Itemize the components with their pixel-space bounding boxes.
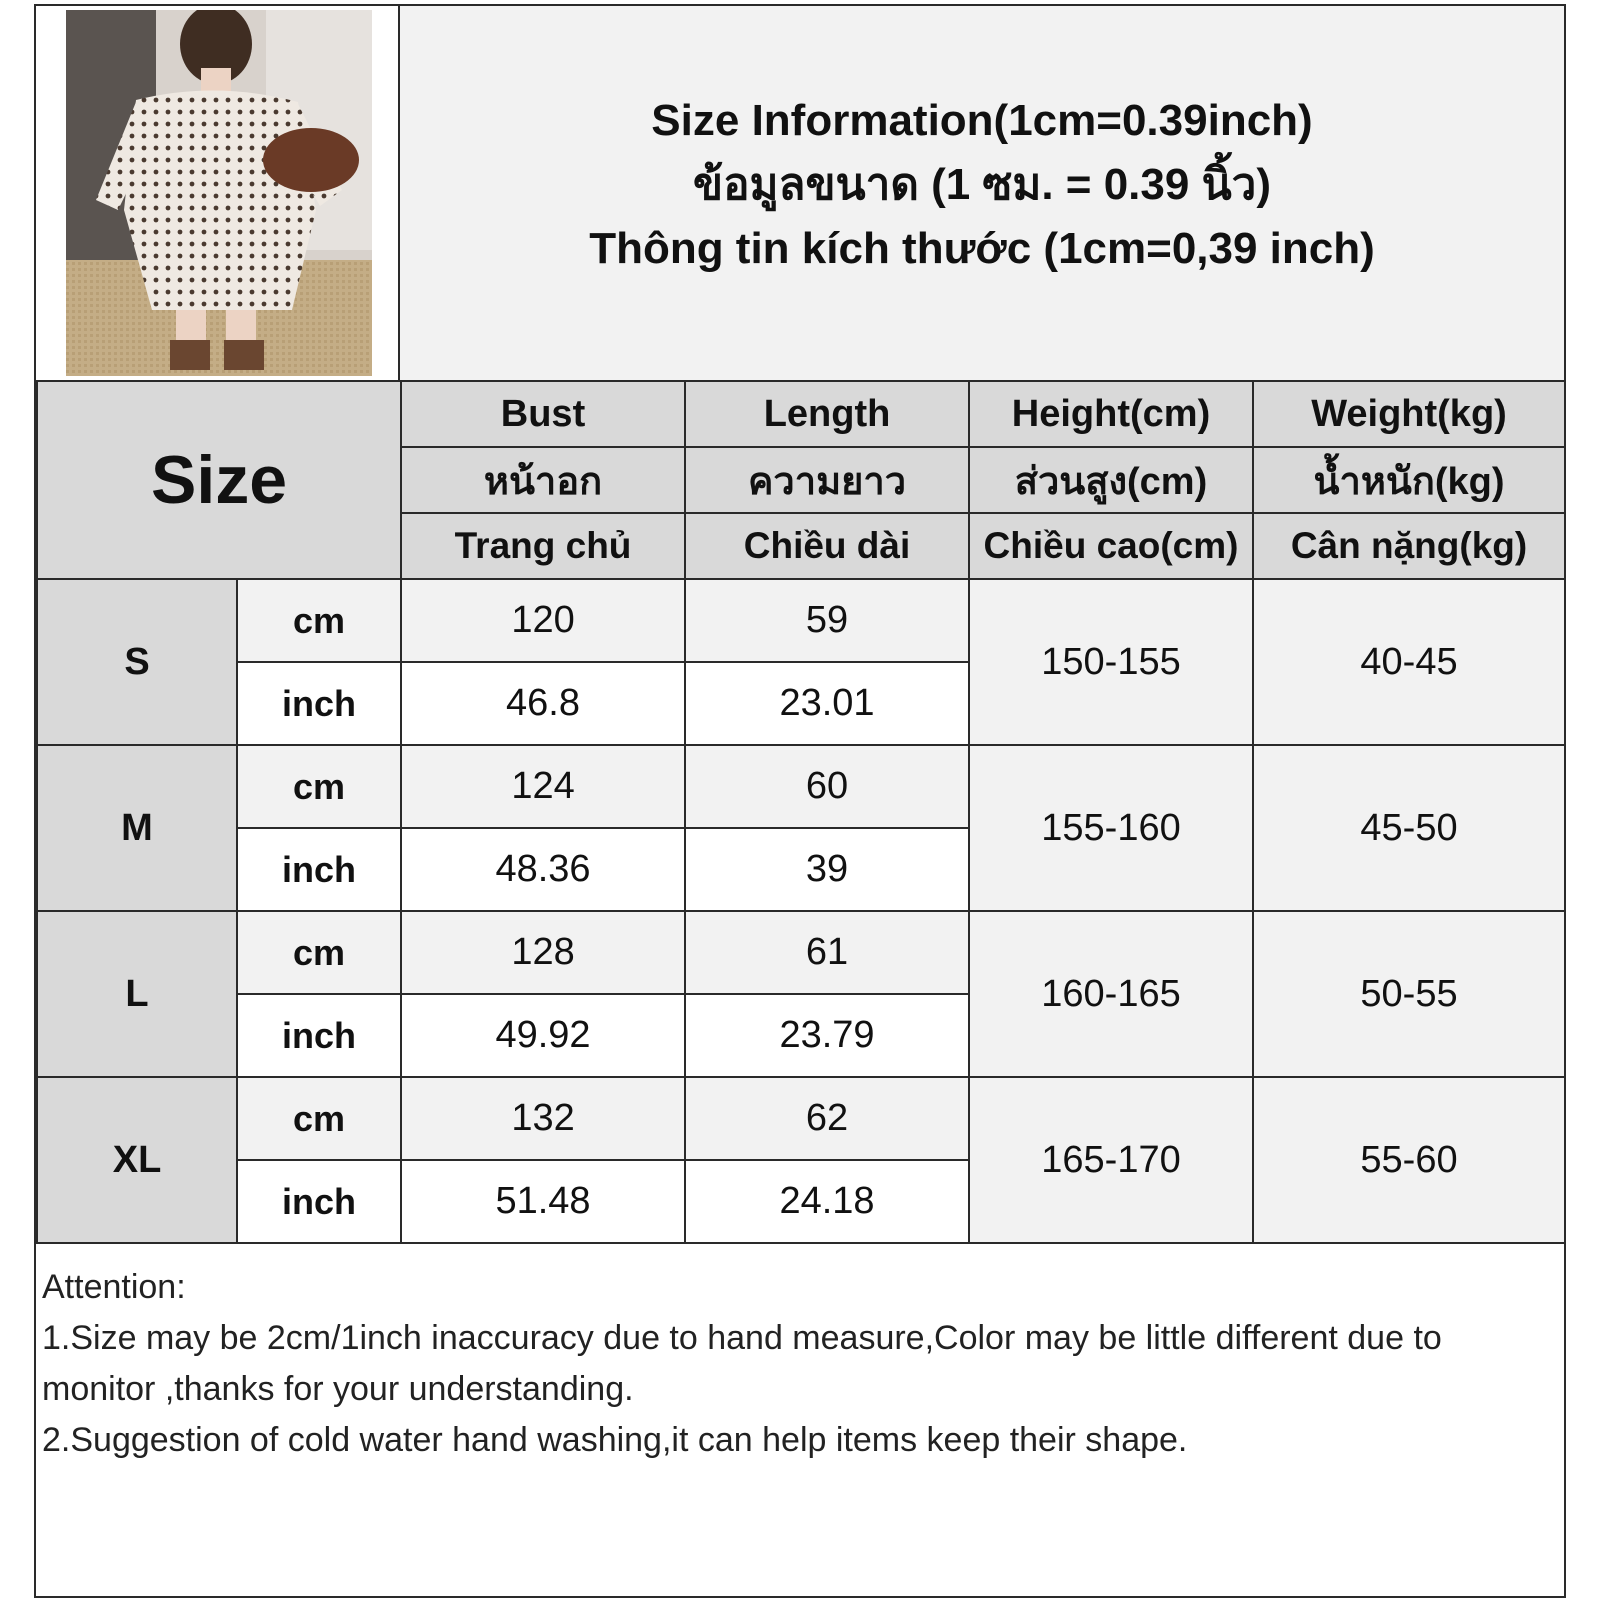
unit-cm: cm — [237, 745, 401, 828]
attention-notes — [42, 1262, 1552, 1466]
table-row — [37, 745, 1565, 828]
length-cm: 61 — [685, 911, 969, 994]
col-weight-th: น้ำหนัก(kg) — [1253, 447, 1565, 513]
length-inch: 39 — [685, 828, 969, 911]
col-height-en: Height(cm) — [969, 381, 1253, 447]
col-length-vi: Chiều dài — [685, 513, 969, 579]
weight-range: 55-60 — [1253, 1077, 1565, 1243]
bust-inch: 49.92 — [401, 994, 685, 1077]
length-cm: 62 — [685, 1077, 969, 1160]
title-thai: ข้อมูลขนาด (1 ซม. = 0.39 นิ้ว) — [692, 160, 1271, 209]
unit-cm: cm — [237, 579, 401, 662]
table-row — [37, 579, 1565, 662]
size-label: S — [37, 579, 237, 745]
col-length-th: ความยาว — [685, 447, 969, 513]
attention-heading: Attention: — [42, 1268, 186, 1306]
table-row — [37, 911, 1565, 994]
bust-cm: 132 — [401, 1077, 685, 1160]
size-heading: Size — [37, 381, 401, 579]
unit-inch: inch — [237, 994, 401, 1077]
product-photo-cell — [36, 6, 400, 380]
weight-range: 50-55 — [1253, 911, 1565, 1077]
col-bust-en: Bust — [401, 381, 685, 447]
title-vietnamese: Thông tin kích thước (1cm=0,39 inch) — [589, 224, 1375, 273]
unit-inch: inch — [237, 662, 401, 745]
unit-cm: cm — [237, 911, 401, 994]
size-chart-sheet — [34, 4, 1566, 1598]
weight-range: 40-45 — [1253, 579, 1565, 745]
col-height-vi: Chiều cao(cm) — [969, 513, 1253, 579]
bust-cm: 124 — [401, 745, 685, 828]
col-weight-en: Weight(kg) — [1253, 381, 1565, 447]
col-bust-th: หน้าอก — [401, 447, 685, 513]
length-inch: 23.01 — [685, 662, 969, 745]
col-height-th: ส่วนสูง(cm) — [969, 447, 1253, 513]
table-row — [37, 1077, 1565, 1160]
length-cm: 59 — [685, 579, 969, 662]
header-row-english — [37, 381, 1565, 447]
unit-inch: inch — [237, 1160, 401, 1243]
bust-inch: 51.48 — [401, 1160, 685, 1243]
bust-cm: 120 — [401, 579, 685, 662]
size-label: XL — [37, 1077, 237, 1243]
bust-inch: 48.36 — [401, 828, 685, 911]
title-english: Size Information(1cm=0.39inch) — [651, 96, 1313, 145]
size-label: L — [37, 911, 237, 1077]
attention-note-1: 1.Size may be 2cm/1inch inaccuracy due to hand measure,Color may be little different due to monitor ,thanks for your understanding. — [42, 1319, 1442, 1408]
attention-note-2: 2.Suggestion of cold water hand washing,it can help items keep their shape. — [42, 1421, 1188, 1459]
col-bust-vi: Trang chủ — [401, 513, 685, 579]
unit-cm: cm — [237, 1077, 401, 1160]
height-range: 160-165 — [969, 911, 1253, 1077]
size-table — [36, 380, 1566, 1244]
col-weight-vi: Cân nặng(kg) — [1253, 513, 1565, 579]
height-range: 155-160 — [969, 745, 1253, 911]
unit-inch: inch — [237, 828, 401, 911]
length-inch: 24.18 — [685, 1160, 969, 1243]
length-cm: 60 — [685, 745, 969, 828]
bust-cm: 128 — [401, 911, 685, 994]
product-photo — [66, 10, 372, 376]
col-length-en: Length — [685, 381, 969, 447]
bust-inch: 46.8 — [401, 662, 685, 745]
weight-range: 45-50 — [1253, 745, 1565, 911]
length-inch: 23.79 — [685, 994, 969, 1077]
height-range: 150-155 — [969, 579, 1253, 745]
title-cell — [400, 6, 1564, 380]
size-label: M — [37, 745, 237, 911]
height-range: 165-170 — [969, 1077, 1253, 1243]
